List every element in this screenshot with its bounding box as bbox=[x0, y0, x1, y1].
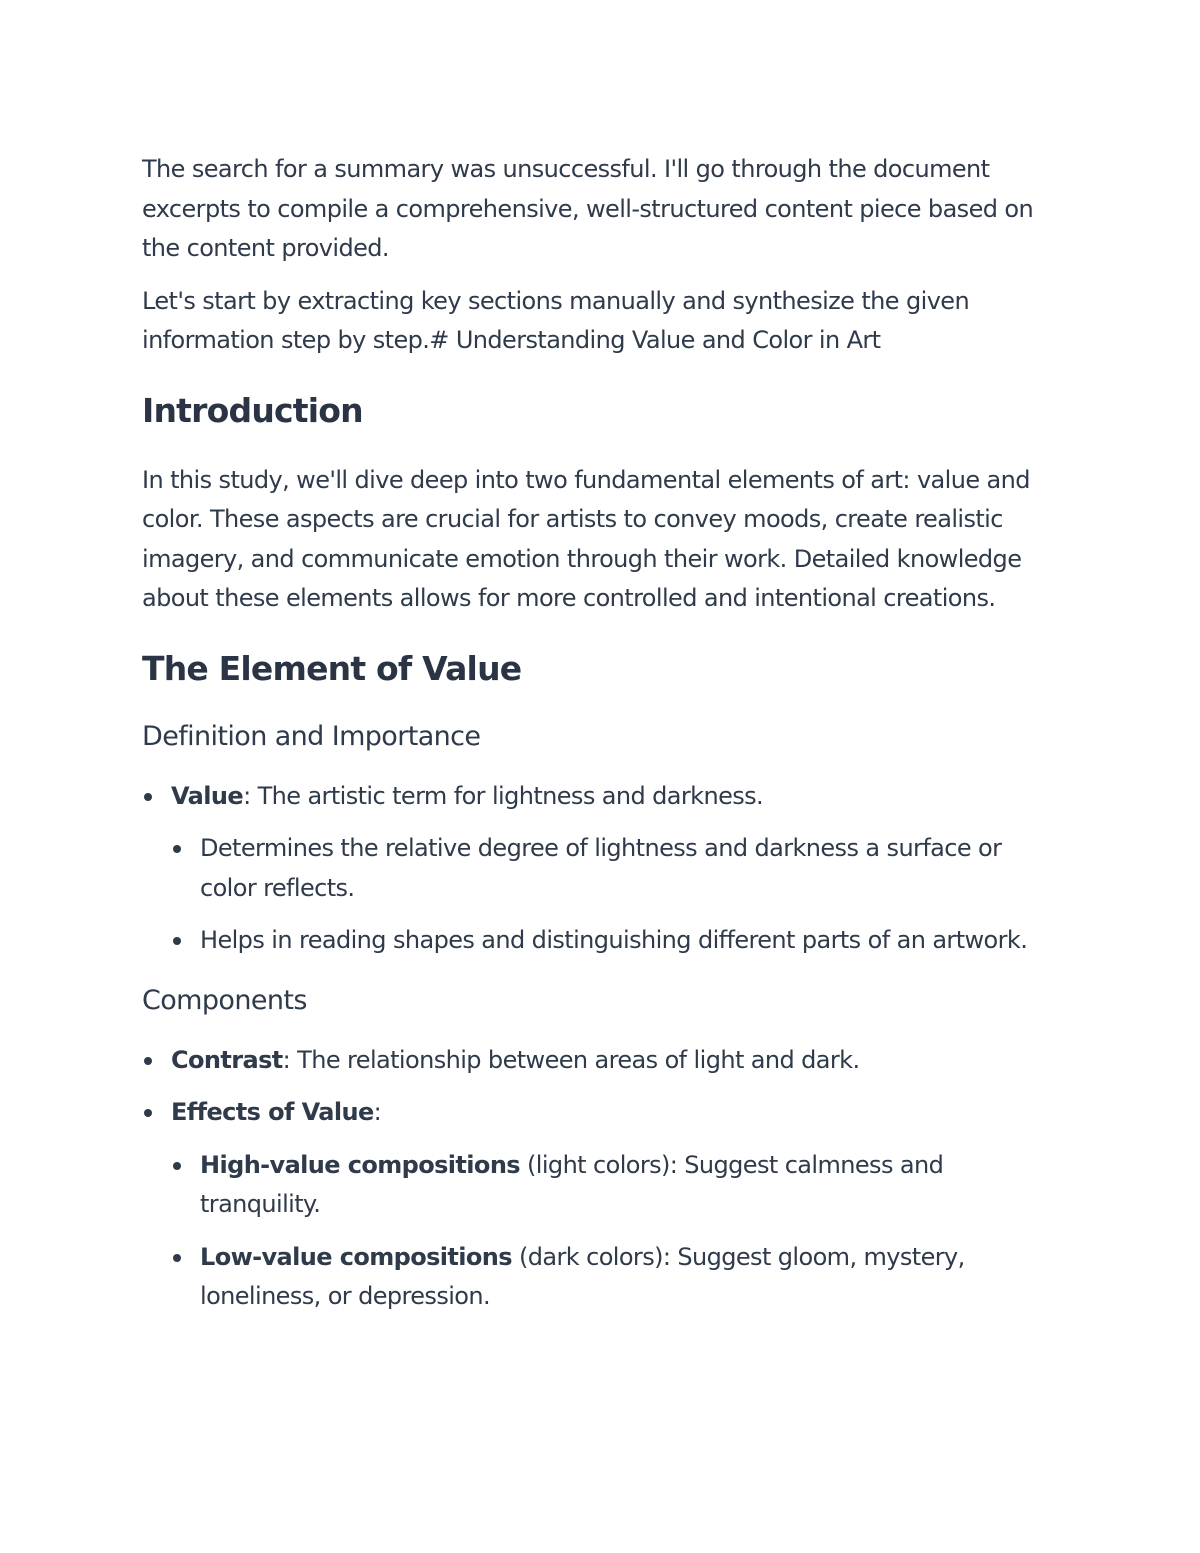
value-text: : The artistic term for lightness and darkness. bbox=[243, 781, 764, 810]
effects-term: Effects of Value bbox=[171, 1098, 374, 1126]
components-list bbox=[142, 1041, 1062, 1317]
bullet-icon bbox=[173, 1162, 181, 1170]
intro-paragraph-2: Let's start by extracting key sections manually and synthesize the given information step by step.# Understanding Value and Color in Art bbox=[142, 286, 970, 354]
bullet-icon bbox=[144, 793, 152, 801]
document-page bbox=[142, 150, 1062, 1330]
bullet-icon bbox=[173, 937, 181, 945]
bullet-icon bbox=[173, 845, 181, 853]
contrast-text: : The relationship between areas of light and dark. bbox=[282, 1045, 860, 1074]
effects-sub-list bbox=[171, 1146, 1062, 1317]
bullet-icon bbox=[144, 1057, 152, 1065]
element-of-value-heading: The Element of Value bbox=[142, 648, 522, 688]
bullet-icon bbox=[173, 1254, 181, 1262]
components-heading: Components bbox=[142, 984, 307, 1016]
low-value-term: Low-value compositions bbox=[200, 1242, 512, 1271]
introduction-heading: Introduction bbox=[142, 390, 363, 430]
high-value-term: High-value compositions bbox=[200, 1150, 520, 1179]
bullet-icon bbox=[144, 1109, 152, 1117]
definition-heading: Definition and Importance bbox=[142, 720, 481, 752]
high-value-text: (light colors): Suggest calmness and tranquility. bbox=[200, 1150, 944, 1218]
introduction-text: In this study, we'll dive deep into two fundamental elements of art: value and color. These aspects are crucial for artists to convey moods, create realistic imagery, and communicate emotion through their work. Detailed knowledge about these elements allows for more controlled and intentional creations. bbox=[142, 465, 1030, 612]
list-item-effects bbox=[142, 1093, 1062, 1317]
intro-paragraph-1: The search for a summary was unsuccessful. I'll go through the document excerpts to compile a comprehensive, well-structured content piece based on the content provided. bbox=[142, 155, 1034, 262]
list-item-high-value bbox=[171, 1146, 1062, 1225]
list-item-contrast bbox=[142, 1041, 1062, 1081]
definition-list bbox=[142, 777, 1062, 961]
value-term: Value bbox=[171, 781, 244, 810]
list-item bbox=[171, 921, 1062, 961]
value-sub-list bbox=[171, 829, 1062, 961]
low-value-text: (dark colors): Suggest gloom, mystery, loneliness, or depression. bbox=[200, 1242, 965, 1310]
effects-text: : bbox=[373, 1098, 382, 1126]
list-item bbox=[171, 829, 1062, 908]
list-item-value bbox=[142, 777, 1062, 961]
contrast-term: Contrast bbox=[171, 1045, 283, 1074]
list-item-low-value bbox=[171, 1238, 1062, 1317]
sub-item-text: Helps in reading shapes and distinguishing different parts of an artwork. bbox=[200, 926, 1028, 954]
sub-item-text: Determines the relative degree of lightness and darkness a surface or color reflects. bbox=[200, 834, 1002, 902]
